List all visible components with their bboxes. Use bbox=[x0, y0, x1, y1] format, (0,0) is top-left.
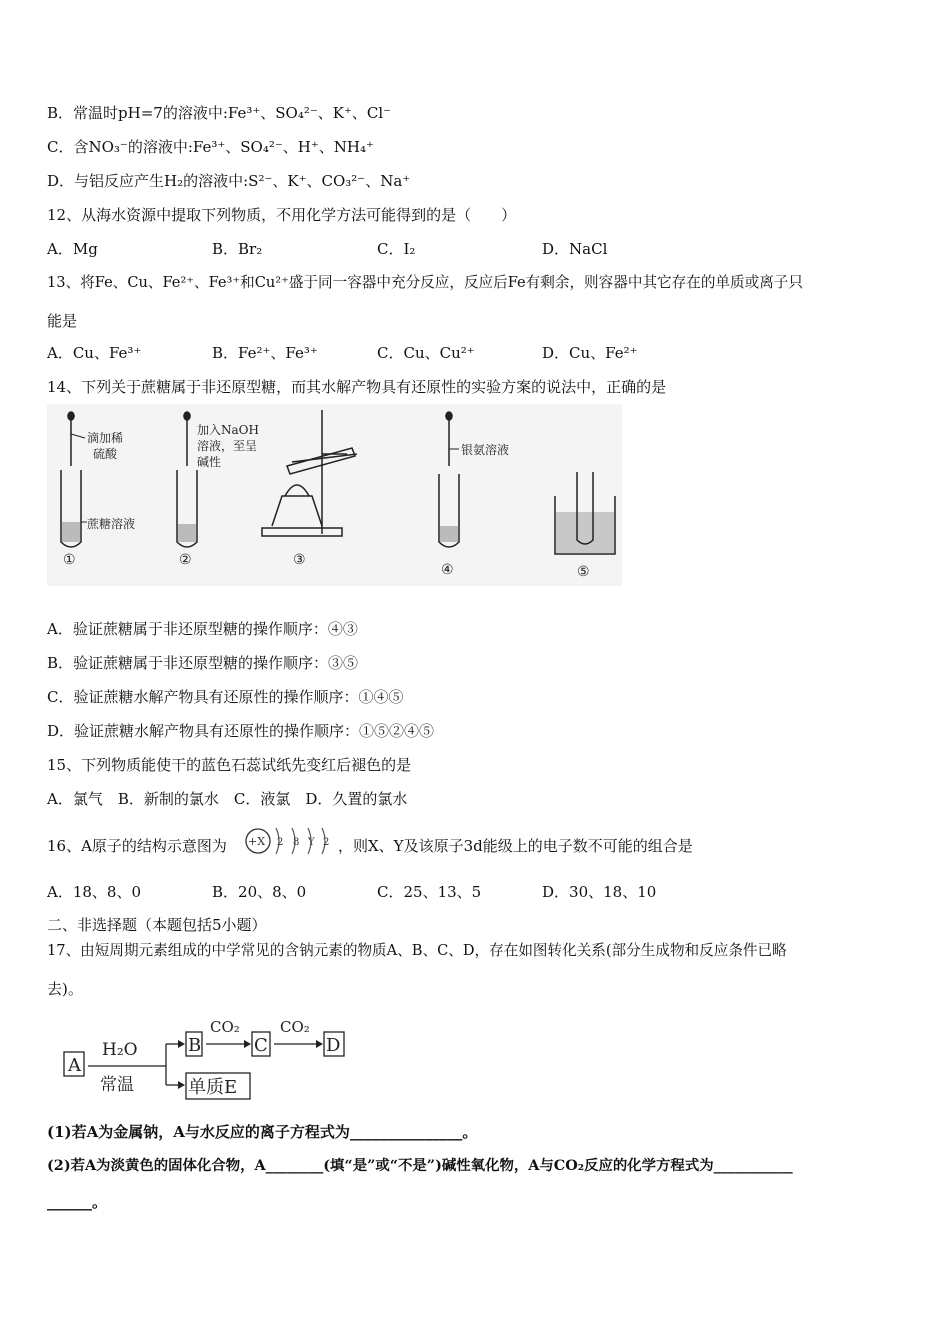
q13-option-d: D．Cu、Fe²⁺ bbox=[542, 344, 638, 362]
q12-option-d: D．NaCl bbox=[542, 240, 608, 258]
q16-option-d: D．30、18、10 bbox=[542, 883, 657, 901]
figure-num-4: ④ bbox=[441, 562, 454, 578]
atom-structure-diagram bbox=[242, 820, 332, 862]
shell-1-count: 2 bbox=[277, 837, 284, 848]
q16-option-a: A．18、8、0 bbox=[47, 883, 142, 901]
q14-stem: 14、下列关于蔗糖属于非还原型糖，而其水解产物具有还原性的实验方案的说法中，正确的是 bbox=[47, 378, 667, 396]
q16-option-c: C．25、13、5 bbox=[377, 883, 482, 901]
q13-option-c: C．Cu、Cu²⁺ bbox=[377, 344, 475, 362]
q16-option-b: B．20、8、0 bbox=[212, 883, 307, 901]
q17-stem-line1: 17、由短周期元素组成的中学常见的含钠元素的物质A、B、C、D，存在如图转化关系(部分生成物和反应条件已略 bbox=[47, 942, 787, 959]
q12-option-c: C．I₂ bbox=[377, 240, 416, 258]
figure-num-5: ⑤ bbox=[577, 564, 590, 580]
reagent-co2-2: CO₂ bbox=[280, 1018, 310, 1036]
shell-2-count: 8 bbox=[293, 837, 300, 848]
q16-stem-suffix: ，则X、Y及该原子3d能级上的电子数不可能的组合是 bbox=[338, 837, 693, 855]
nucleus-label: +X bbox=[248, 835, 266, 848]
q17-subquestion-2-cont: ______。 bbox=[47, 1193, 108, 1211]
q14-option-a: A．验证蔗糖属于非还原型糖的操作顺序：④③ bbox=[47, 620, 358, 638]
box-c-label: C bbox=[254, 1035, 268, 1056]
q13-stem-line2: 能是 bbox=[47, 312, 78, 330]
reagent-co2-1: CO₂ bbox=[210, 1018, 240, 1036]
figure-num-1: ① bbox=[63, 552, 76, 568]
q14-apparatus-figure bbox=[47, 404, 622, 586]
section-2-heading: 二、非选择题（本题包括5小题） bbox=[47, 916, 267, 934]
tube1-label-b: 硫酸 bbox=[93, 447, 118, 461]
q13-stem-line1: 13、将Fe、Cu、Fe²⁺、Fe³⁺和Cu²⁺盛于同一容器中充分反应，反应后Fe有剩余，则容器中其它存在的单质或离子只 bbox=[47, 274, 803, 291]
box-d-label: D bbox=[326, 1035, 341, 1056]
q11-option-d: D．与铝反应产生H₂的溶液中:S²⁻、K⁺、CO₃²⁻、Na⁺ bbox=[47, 172, 411, 190]
tube2-label-b: 溶液，至呈 bbox=[197, 439, 258, 453]
box-b-label: B bbox=[188, 1035, 202, 1056]
q13-option-b: B．Fe²⁺、Fe³⁺ bbox=[212, 344, 318, 362]
q12-option-a: A．Mg bbox=[47, 240, 98, 258]
figure-num-2: ② bbox=[179, 552, 192, 568]
condition-label: 常温 bbox=[100, 1075, 134, 1095]
q14-option-c: C．验证蔗糖水解产物具有还原性的操作顺序：①④⑤ bbox=[47, 688, 404, 706]
tube1-label-a: 滴加稀 bbox=[87, 431, 124, 445]
q13-option-a: A．Cu、Fe³⁺ bbox=[47, 344, 142, 362]
q17-conversion-diagram bbox=[60, 1010, 360, 1105]
tube2-label-a: 加入NaOH bbox=[197, 423, 259, 437]
box-a-label: A bbox=[68, 1055, 81, 1076]
q17-subquestion-1: (1)若A为金属钠，A与水反应的离子方程式为_______________。 bbox=[47, 1123, 478, 1141]
q14-option-d: D．验证蔗糖水解产物具有还原性的操作顺序：①⑤②④⑤ bbox=[47, 722, 435, 740]
q17-subquestion-2: (2)若A为淡黄色的固体化合物，A________(填“是”或“不是”)碱性氧化物，A与CO₂反应的化学方程式为___________ bbox=[47, 1157, 793, 1174]
q11-option-b: B．常温时pH=7的溶液中:Fe³⁺、SO₄²⁻、K⁺、Cl⁻ bbox=[47, 104, 392, 122]
q15-options: A．氯气 B．新制的氯水 C．液氯 D．久置的氯水 bbox=[47, 790, 408, 808]
q11-option-c: C．含NO₃⁻的溶液中:Fe³⁺、SO₄²⁻、H⁺、NH₄⁺ bbox=[47, 138, 374, 156]
q12-stem: 12、从海水资源中提取下列物质，不用化学方法可能得到的是（ ） bbox=[47, 206, 517, 224]
tube1-label-c: 蔗糖溶液 bbox=[87, 517, 136, 531]
q12-option-b: B．Br₂ bbox=[212, 240, 263, 258]
tube2-label-c: 碱性 bbox=[197, 455, 222, 469]
box-e-label: 单质E bbox=[188, 1077, 238, 1098]
shell-3-count: Y bbox=[308, 837, 315, 848]
q14-option-b: B．验证蔗糖属于非还原型糖的操作顺序：③⑤ bbox=[47, 654, 359, 672]
q15-stem: 15、下列物质能使干的蓝色石蕊试纸先变红后褪色的是 bbox=[47, 756, 412, 774]
q16-stem-prefix: 16、A原子的结构示意图为 bbox=[47, 837, 227, 855]
shell-4-count: 2 bbox=[323, 837, 330, 848]
q17-stem-line2: 去)。 bbox=[47, 980, 83, 998]
reagent-h2o: H₂O bbox=[102, 1040, 138, 1060]
figure-num-3: ③ bbox=[293, 552, 306, 568]
tube4-label: 银氨溶液 bbox=[461, 443, 510, 457]
